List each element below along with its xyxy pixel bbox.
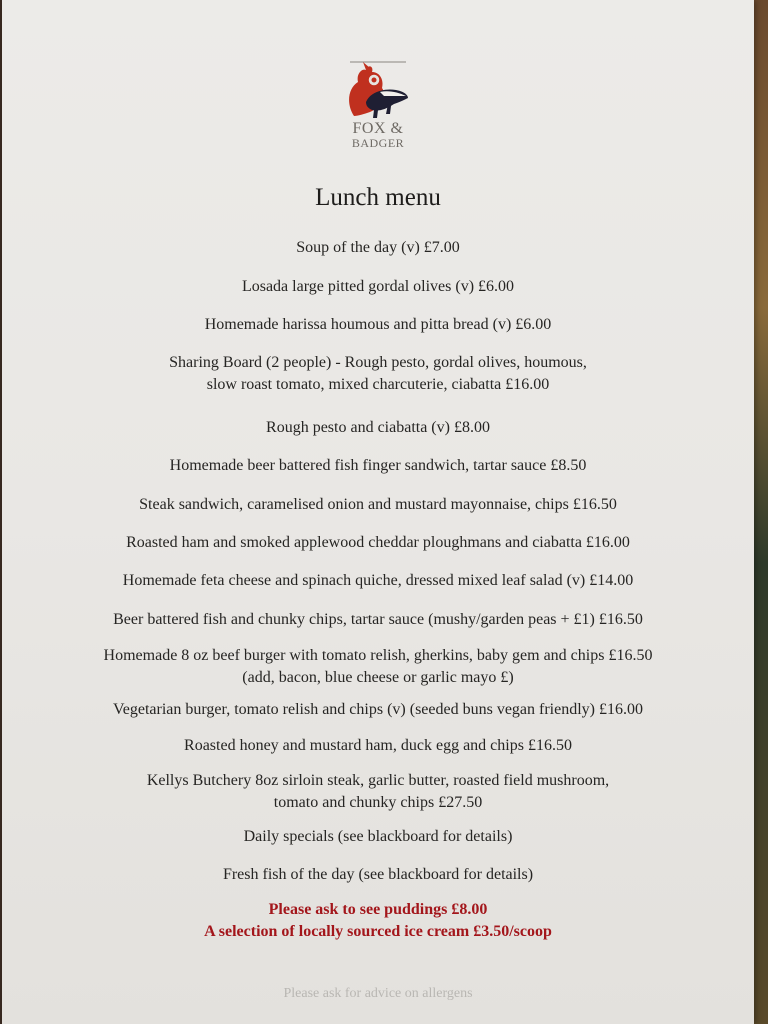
menu-item — [2, 352, 754, 396]
menu-item — [2, 276, 754, 298]
menu-item-line: Vegetarian burger, tomato relish and chips (v) (seeded buns vegan friendly) £16.00 — [112, 701, 643, 718]
menu-item-line: Roasted honey and mustard ham, duck egg and chips £16.50 — [184, 737, 572, 754]
menu-item-line: Fresh fish of the day (see blackboard for details) — [222, 866, 534, 883]
logo-text-badger: BADGER — [351, 136, 405, 150]
menu-item — [2, 699, 754, 721]
menu-item — [2, 735, 754, 757]
menu-item-line: Roasted ham and smoked applewood cheddar ploughmans and ciabatta £16.00 — [126, 534, 630, 551]
menu-item — [2, 826, 754, 848]
menu-item — [2, 864, 754, 886]
menu-item — [2, 532, 754, 554]
menu-item-line: Kellys Butchery 8oz sirloin steak, garlic butter, roasted field mushroom, — [146, 772, 610, 789]
menu-item-line: Homemade beer battered fish finger sandwich, tartar sauce £8.50 — [169, 457, 587, 474]
allergen-note: Please ask for advice on allergens — [283, 986, 473, 1001]
menu-title: Lunch menu — [315, 184, 441, 211]
menu-item-line: slow roast tomato, mixed charcuterie, ciabatta £16.00 — [206, 376, 550, 393]
menu-item-line: Sharing Board (2 people) - Rough pesto, gordal olives, houmous, — [169, 354, 587, 371]
puddings-line: Please ask to see puddings £8.00 — [268, 901, 488, 918]
menu-item — [2, 645, 754, 689]
menu-item — [2, 570, 754, 592]
menu-item-line: (add, bacon, blue cheese or garlic mayo £) — [242, 669, 514, 686]
menu-item-line: Homemade 8 oz beef burger with tomato relish, gherkins, baby gem and chips £16.50 — [103, 647, 653, 664]
logo-text-fox: FOX & — [352, 120, 404, 137]
menu-item-line: Losada large pitted gordal olives (v) £6.00 — [241, 278, 515, 295]
puddings-notice — [2, 899, 754, 943]
menu-item-line: Homemade harissa houmous and pitta bread (v) £6.00 — [204, 316, 552, 333]
menu-item — [2, 609, 754, 631]
menu-item-line: Soup of the day (v) £7.00 — [296, 239, 460, 256]
menu-item-line: Rough pesto and ciabatta (v) £8.00 — [266, 419, 490, 436]
menu-item — [2, 770, 754, 814]
menu-sheet — [2, 0, 754, 1024]
table-edge — [754, 0, 768, 1024]
menu-item — [2, 417, 754, 439]
fox-and-badger-logo — [344, 56, 412, 156]
menu-item-line: Homemade feta cheese and spinach quiche, dressed mixed leaf salad (v) £14.00 — [122, 572, 634, 589]
fox-badger-emblem-icon — [344, 56, 412, 122]
menu-item — [2, 314, 754, 336]
menu-item — [2, 494, 754, 516]
ice-cream-line: A selection of locally sourced ice cream £3.50/scoop — [204, 923, 552, 940]
menu-item-line: Steak sandwich, caramelised onion and mustard mayonnaise, chips £16.50 — [139, 496, 617, 513]
menu-item — [2, 455, 754, 477]
menu-item-line: Daily specials (see blackboard for details) — [243, 828, 513, 845]
menu-item — [2, 237, 754, 259]
menu-item-line: Beer battered fish and chunky chips, tartar sauce (mushy/garden peas + £1) £16.50 — [113, 611, 643, 628]
menu-item-line: tomato and chunky chips £27.50 — [273, 794, 483, 811]
